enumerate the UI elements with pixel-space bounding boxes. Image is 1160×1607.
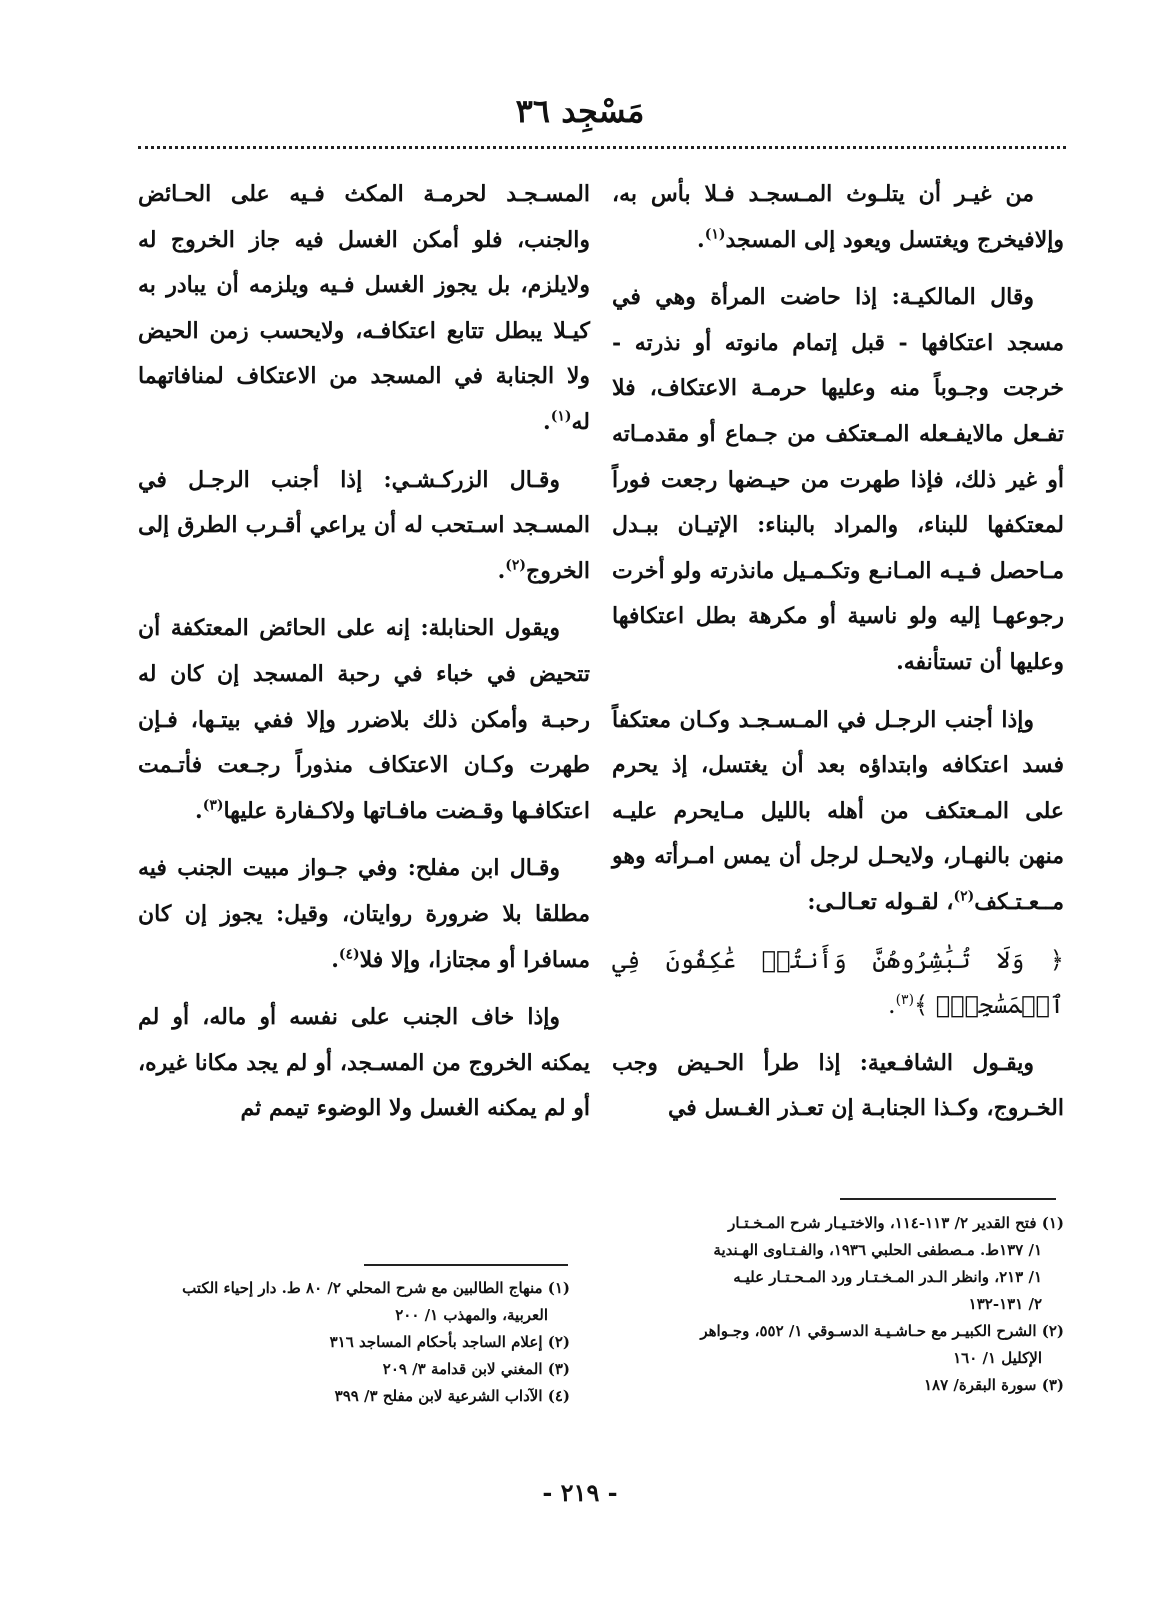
right-column [612, 172, 1064, 1144]
paragraph-text: وإذا أجنب الرجـل في المـسـجـد وكـان معتكفاً فسد اعتكافه وابتداؤه بعد أن يغتسل، إذ يحرم على المـعتكف من أهله بالليل مـايحرم عليـه منهن بالنهـار، ولايحـل لرجل أن يمس امـرأته وهو مــعـتـكف [612, 706, 1064, 915]
paragraph-text: وقـال ابن مفلح: وفي جـواز مبيت الجنب فيه مطلقا بلا ضرورة روايتان، وقيل: يجوز إن كان مسافرا أو مجتازا، وإلا فلا [138, 855, 590, 973]
paragraph: وقال المالكيـة: إذا حاضت المرأة وهي في مسجد اعتكافها - قبل إتمام مانوته أو نذرته - خرجت وجـوباً منه وعليها حرمـة الاعتكاف، فلا تفـعل مالايفـعله المـعتكف من جـماع أو مقدمـاته أو غير ذلك، فإذا طهرت من حيـضها رجعت فوراً لمعتكفها للبناء، والمراد بالبناء: الإتيـان ببـدل مـاحصل فـيـه المـانـع وتكـمـيل مانذرته ولو أخرت رجوعهـا إليه ولو ناسية أو مكرهة بطل اعتكافها وعليها أن تستأنفه. [612, 284, 1064, 675]
paragraph-text: ويقول الحنابلة: إنه على الحائض المعتكفة أن تتحيض في خباء في رحبة المسجد إن كان له رحبـة وأمكن ذلك بلاضرر وإلا ففي بيتـها، فـإن طهرت وكـان الاعتكاف منذوراً رجـعت فأتـمت اعتكافـها وقـضت مافـاتها ولاكـفارة عليها [138, 615, 590, 824]
paragraph-text: وقـال الزركـشـي: إذا أجنب الرجـل في المسـجد اسـتحب له أن يراعي أقـرب الطرق إلى الخروج [138, 466, 590, 584]
paragraph: وإذا خاف الجنب على نفسه أو ماله، أو لم يمكنه الخروج من المسـجد، أو لم يجد مكانا غيره، أو لم يمكنه الغسل ولا الوضوء تيمم ثم [138, 1004, 590, 1122]
verse-text: ﴿ وَلَا تُبَٰشِرُوهُنَّ وَأَنتُمۡ عَٰكِفُونَ فِي ٱلۡمَسَٰجِدِۗ ﴾ [612, 945, 1064, 1020]
paragraph: ويقول الحنابلة: إنه على الحائض المعتكفة أن تتحيض في خباء في رحبة المسجد إن كان له رحبـة وأمكن ذلك بلاضرر وإلا ففي بيتـها، فـإن طهرت وكـان الاعتكاف منذوراً رجـعت فأتـمت اعتكافـها وقـضت مافـاتها ولاكـفارة عليها$^{(٣)}$. [138, 615, 590, 824]
footnote-line: ٢/ ١٣١-١٣٢ [968, 1295, 1042, 1313]
footnote-line: (٢) الشرح الكبيـر مع حـاشـيـة الدسـوقي ١/ ٥٥٢، وجـواهر [700, 1322, 1064, 1340]
left-column [138, 172, 590, 1144]
footnote-marker: (٣) [895, 992, 915, 1009]
paragraph [612, 698, 1064, 926]
footnote-line: (٤) الآداب الشرعية لابن مفلح ٣/ ٣٩٩ [334, 1387, 570, 1405]
footnote-line: العربية، والمهذب ١/ ٢٠٠ [395, 1306, 548, 1324]
paragraph: من غيـر أن يتلـوث المـسجـد فـلا بأس به، وإلافيخرج ويغتسل ويعود إلى المسجد$^{(١)}$. [612, 181, 1064, 253]
footnote-line: (١) فتح القدير ٢/ ١١٣-١١٤، والاختـيـار شرح المـخـتـار [728, 1214, 1064, 1232]
header-divider [138, 146, 1066, 149]
paragraph-text: من غيـر أن يتلـوث المـسجـد فـلا بأس به، وإلافيخرج ويغتسل ويعود إلى المسجد [612, 181, 1064, 253]
footnote-line: (٢) إعلام الساجد بأحكام المساجد ٣١٦ [329, 1333, 570, 1351]
footnote-divider [840, 1198, 1056, 1200]
footnote-divider [364, 1264, 568, 1266]
footnote-marker: (٤) [338, 946, 360, 963]
paragraph-text: ، لقـوله تعـالـى: [807, 888, 954, 915]
paragraph: وقـال ابن مفلح: وفي جـواز مبيت الجنب فيه مطلقا بلا ضرورة روايتان، وقيل: يجوز إن كان مسافرا أو مجتازا، وإلا فلا$^{(٤)}$. [138, 855, 590, 973]
page-title: مَسْجِد ٣٦ [515, 92, 645, 130]
footnote-marker: (٣) [202, 797, 224, 814]
paragraph: المسـجـد لحرمـة المكث فـيه على الحـائض والجنب، فلو أمكن الغسل فيه جاز الخروج له ولايلزم، بل يجوز الغسل فـيه ويلزمه أن يبادر به كيـلا يبطل تتابع اعتكافـه، ولايحسب زمن الحيض ولا الجنابة في المسجد من الاعتكاف لمنافاتهما له$^{(١)}$. [138, 181, 590, 435]
footnotes-left [138, 1275, 570, 1410]
footnote-line: ١/ ٢١٣، وانظر الـدر المـخـتـار ورد المـحـتـار عليـه [733, 1268, 1042, 1286]
footnote-marker: (١) [550, 408, 572, 425]
footnotes-right [612, 1210, 1064, 1399]
quran-verse: ﴿ وَلَا تُبَٰشِرُوهُنَّ وَأَنتُمۡ عَٰكِفُونَ فِي ٱلۡمَسَٰجِدِۗ ﴾$^{(٣)}$. [612, 945, 1064, 1020]
footnote-line: ١/ ١٣٧ط. مـصطفى الحلبي ١٩٣٦، والفـتـاوى الهـندية [713, 1241, 1042, 1259]
footnote-line: (١) منهاج الطالبين مع شرح المحلي ٢/ ٨٠ ط. دار إحياء الكتب [182, 1279, 570, 1297]
footnote-line: الإكليل ١/ ١٦٠ [953, 1349, 1042, 1367]
page-number: - ٢١٩ - [542, 1478, 618, 1507]
paragraph-text: المسـجـد لحرمـة المكث فـيه على الحـائض والجنب، فلو أمكن الغسل فيه جاز الخروج له ولايلزم، بل يجوز الغسل فـيه ويلزمه أن يبادر به كيـلا يبطل تتابع اعتكافـه، ولايحسب زمن الحيض ولا الجنابة في المسجد من الاعتكاف لمنافاتهما له [138, 181, 590, 435]
footnote-marker: (١) [704, 226, 726, 243]
footnote-marker: (٢) [505, 557, 527, 574]
paragraph: وقـال الزركـشـي: إذا أجنب الرجـل في المسـجد اسـتحب له أن يراعي أقـرب الطرق إلى الخروج$^{(٢)}$. [138, 466, 590, 584]
footnote-marker: (٢) [953, 888, 975, 905]
paragraph: ويقـول الشافـعية: إذا طرأ الحـيض وجب الخـروج، وكـذا الجنابـة إن تعـذر الغـسل في [612, 1049, 1064, 1122]
footnote-line: (٣) المغني لابن قدامة ٣/ ٢٠٩ [382, 1360, 570, 1378]
footnote-line: (٣) سورة البقرة/ ١٨٧ [924, 1376, 1064, 1394]
